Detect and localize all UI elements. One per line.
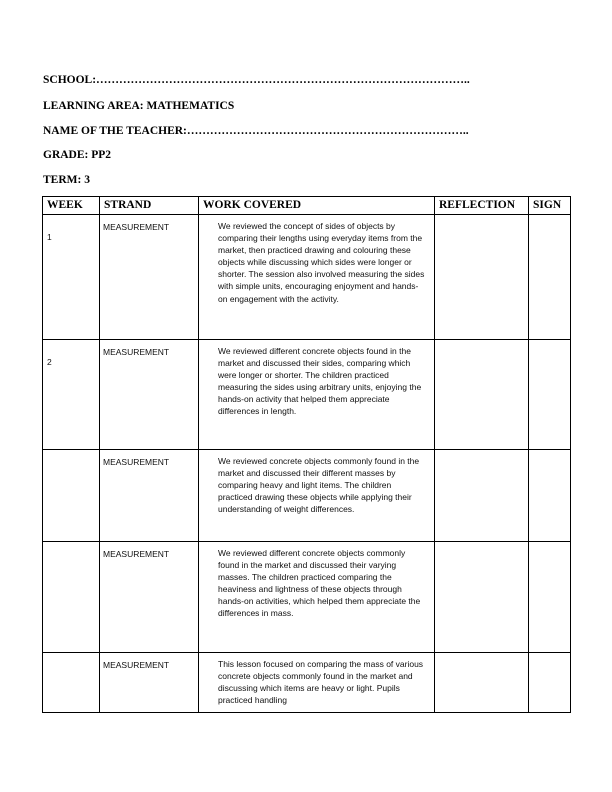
column-header-strand: STRAND (100, 197, 199, 215)
school-line: SCHOOL:…………………………………………………………………………………….. (43, 74, 470, 86)
week-number (43, 450, 99, 466)
column-header-sign: SIGN (529, 197, 571, 215)
reflection-cell (435, 542, 529, 653)
sign-cell (529, 450, 571, 542)
column-header-week: WEEK (43, 197, 100, 215)
work-covered-cell (199, 653, 435, 713)
week-number (43, 653, 99, 669)
grade-line: GRADE: PP2 (43, 149, 112, 161)
table-row (43, 340, 571, 450)
work-covered-cell (199, 340, 435, 450)
teacher-name-line: NAME OF THE TEACHER:……………………………………………………………….. (43, 125, 469, 137)
reflection-cell (435, 340, 529, 450)
work-covered-cell (199, 542, 435, 653)
table-row (43, 450, 571, 542)
learning-area-line: LEARNING AREA: MATHEMATICS (43, 100, 235, 112)
work-covered-text: We reviewed different concrete objects found in the market and discussed their sides, comparing which were longer or shorter. The children practiced measuring the sides using arbitrary units, enjoying the hands-on activity that helped them appreciate differences in length. (218, 346, 422, 417)
strand-text: MEASUREMENT (103, 660, 170, 670)
week-cell (43, 215, 100, 340)
column-header-work-covered: WORK COVERED (199, 197, 435, 215)
strand-text: MEASUREMENT (103, 457, 170, 467)
work-record-table (42, 196, 571, 713)
week-number: 2 (47, 357, 52, 367)
table-row (43, 542, 571, 653)
strand-text: MEASUREMENT (103, 347, 170, 357)
strand-cell (100, 450, 199, 542)
strand-text: MEASUREMENT (103, 222, 170, 232)
table-row (43, 215, 571, 340)
table-row (43, 653, 571, 713)
strand-cell (100, 215, 199, 340)
reflection-cell (435, 653, 529, 713)
reflection-cell (435, 215, 529, 340)
week-cell (43, 542, 100, 653)
sign-cell (529, 653, 571, 713)
week-cell (43, 340, 100, 450)
week-number (43, 542, 99, 558)
sign-cell (529, 215, 571, 340)
strand-cell (100, 542, 199, 653)
sign-cell (529, 340, 571, 450)
table-header-row (43, 197, 571, 215)
strand-cell (100, 653, 199, 713)
strand-text: MEASUREMENT (103, 549, 170, 559)
week-cell (43, 653, 100, 713)
work-covered-text: This lesson focused on comparing the mass of various concrete objects commonly found in the market and discussing which items are heavy or light. Pupils practiced handling (218, 659, 424, 706)
reflection-cell (435, 450, 529, 542)
term-line: TERM: 3 (43, 174, 90, 186)
work-covered-text: We reviewed different concrete objects commonly found in the market and discussed their varying masses. The children practiced comparing the heaviness and lightness of these objects through hands-on activities, which helped them appreciate the differences in mass. (218, 548, 421, 619)
sign-cell (529, 542, 571, 653)
work-covered-cell (199, 450, 435, 542)
week-number: 1 (47, 232, 52, 242)
work-covered-cell (199, 215, 435, 340)
column-header-reflection: REFLECTION (435, 197, 529, 215)
week-cell (43, 450, 100, 542)
strand-cell (100, 340, 199, 450)
work-covered-text: We reviewed concrete objects commonly found in the market and discussed their different masses by comparing heavy and light items. The children practiced drawing these objects while applying their understanding of weight differences. (218, 456, 420, 515)
work-covered-text: We reviewed the concept of sides of objects by comparing their lengths using everyday items from the market, then practiced drawing and colouring these objects while discussing which sides were longer or shorter. The session also involved measuring the sides with simple units, encouraging enjoyment and hands-on engagement with the activity. (218, 221, 425, 304)
